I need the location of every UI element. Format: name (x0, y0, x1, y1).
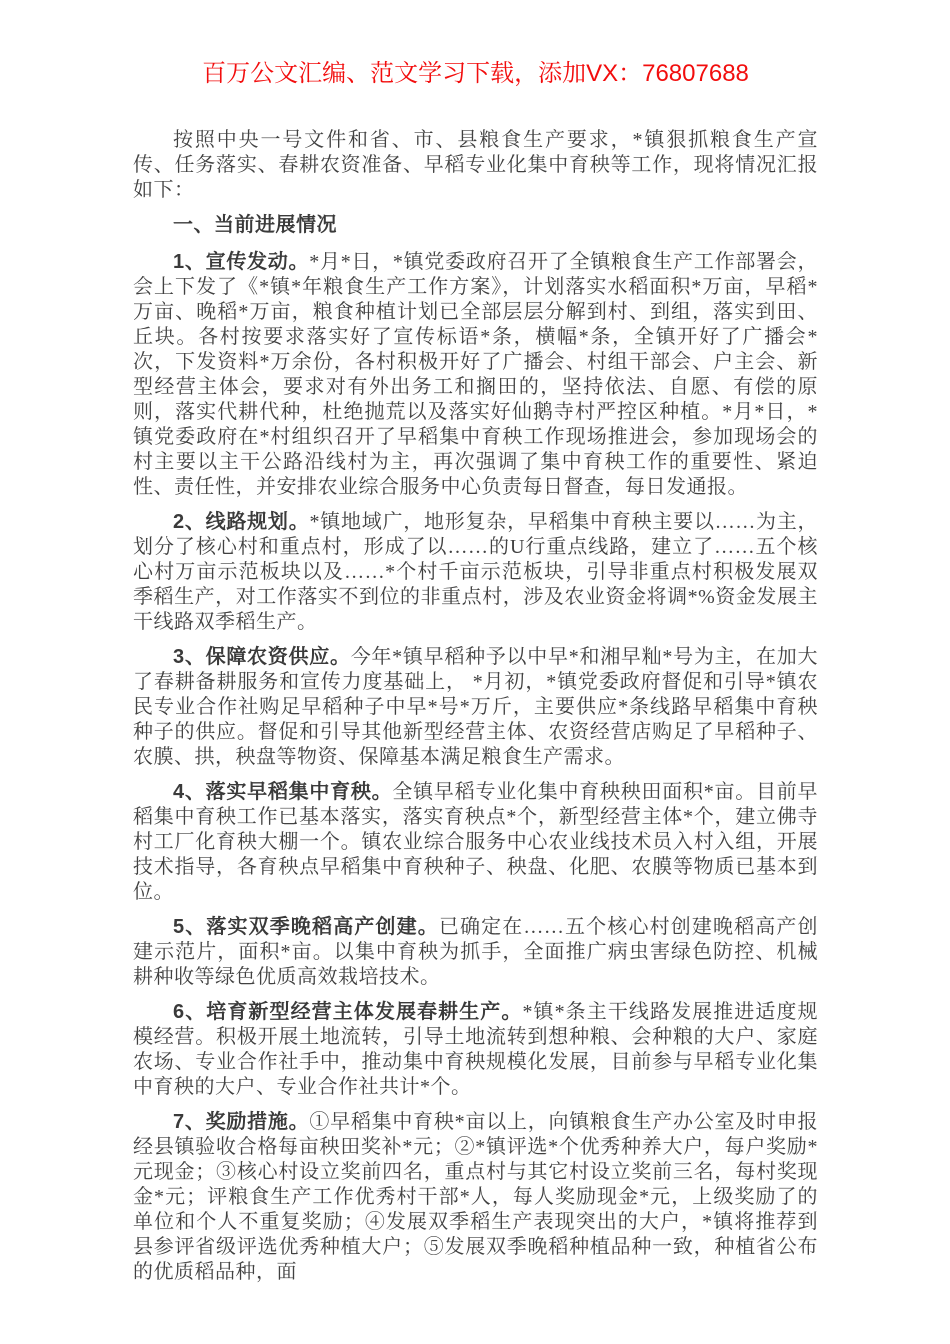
paragraph-2 (133, 510, 818, 635)
section-heading: 一、当前进展情况 (173, 214, 337, 236)
paragraph-3-text: 今年*镇早稻种予以中早*和湘早籼*号为主，在加大了春耕备耕服务和宣传力度基础上， *月初，*镇党委政府督促和引导*镇农民专业合作社购足早稻种子中早*号*万斤，主要供应*条线路早稻集中育秧种子的供应。督促和引导其他新型经营主体、农资经营店购足了早稻种子、农膜、拱，秧盘等物资、保障基本满足粮食生产需求。 (133, 646, 819, 768)
paragraph-7-lead: 7、奖励措施。 (173, 1111, 310, 1133)
paragraph-2-lead: 2、线路规划。 (173, 511, 310, 533)
paragraph-4-text: 全镇早稻专业化集中育秧秧田面积*亩。目前早稻集中育秧工作已基本落实，落实育秧点*个，新型经营主体*个，建立佛寺村工厂化育秧大棚一个。镇农业综合服务中心农业线技术员入村入组，开展技术指导，各育秧点早稻集中育秧种子、秧盘、化肥、农膜等物质已基本到位。 (133, 781, 819, 903)
paragraph-7 (133, 1110, 818, 1285)
paragraph-2-text: *镇地域广，地形复杂，早稻集中育秧主要以……为主，划分了核心村和重点村，形成了以……的U行重点线路，建立了……五个核心村万亩示范板块以及……*个村千亩示范板块，引导非重点村积极发展双季稻生产，对工作落实不到位的非重点村，涉及农业资金将调*%资金发展主干线路双季稻生产。 (133, 511, 819, 633)
paragraph-6 (133, 1000, 818, 1100)
paragraph-6-lead: 6、培育新型经营主体发展春耕生产。 (173, 1001, 523, 1023)
paragraph-5 (133, 915, 818, 990)
paragraph-1-lead: 1、宣传发动。 (173, 251, 310, 273)
paragraph-3 (133, 645, 818, 770)
promo-banner: 百万公文汇编、范文学习下载，添加VX：76807688 (202, 60, 749, 87)
paragraph-6-text: *镇*条主干线路发展推进适度规模经营。积极开展土地流转，引导土地流转到想种粮、会种粮的大户、家庭农场、专业合作社手中，推动集中育秧规模化发展，目前参与早稻专业化集中育秧的大户、专业合作社共计*个。 (133, 1001, 819, 1098)
paragraph-5-lead: 5、落实双季晚稻高产创建。 (173, 916, 439, 938)
paragraph-3-lead: 3、保障农资供应。 (173, 646, 351, 668)
paragraph-4 (133, 780, 818, 905)
intro-paragraph: 按照中央一号文件和省、市、县粮食生产要求，*镇狠抓粮食生产宣传、任务落实、春耕农资准备、早稻专业化集中育秧等工作，现将情况汇报如下： (133, 129, 818, 201)
paragraph-5-text: 已确定在……五个核心村创建晚稻高产创建示范片，面积*亩。以集中育秧为抓手，全面推广病虫害绿色防控、机械耕种收等绿色优质高效栽培技术。 (133, 916, 819, 988)
paragraph-4-lead: 4、落实早稻集中育秧。 (173, 781, 393, 803)
document-body (133, 128, 818, 1285)
paragraph-1-text: *月*日，*镇党委政府召开了全镇粮食生产工作部署会，会上下发了《*镇*年粮食生产工作方案》，计划落实水稻面积*万亩，早稻*万亩、晚稻*万亩，粮食种植计划已全部层层分解到村、到组，落实到田、丘块。各村按要求落实好了宣传标语*条，横幅*条，全镇开好了广播会*次，下发资料*万余份，各村积极开好了广播会、村组干部会、户主会、新型经营主体会，要求对有外出务工和搁田的，坚持依法、自愿、有偿的原则，落实代耕代种，杜绝抛荒以及落实好仙鹅寺村严控区种植。*月*日，*镇党委政府在*村组织召开了早稻集中育秧工作现场推进会，参加现场会的村主要以主干公路沿线村为主，再次强调了集中育秧工作的重要性、紧迫性、责任性，并安排农业综合服务中心负责每日督查，每日发通报。 (133, 251, 819, 498)
paragraph-1 (133, 250, 818, 500)
paragraph-7-text: ①早稻集中育秧*亩以上，向镇粮食生产办公室及时申报经县镇验收合格每亩秧田奖补*元；②*镇评选*个优秀种养大户，每户奖励*元现金；③核心村设立奖前四名，重点村与其它村设立奖前三名，每村奖现金*元；评粮食生产工作优秀村干部*人，每人奖励现金*元，上级奖励了的单位和个人不重复奖励；④发展双季稻生产表现突出的大户，*镇将推荐到县参评省级评选优秀种植大户；⑤发展双季晚稻种植品种一致，种植省公布的优质稻品种，面 (133, 1111, 819, 1283)
